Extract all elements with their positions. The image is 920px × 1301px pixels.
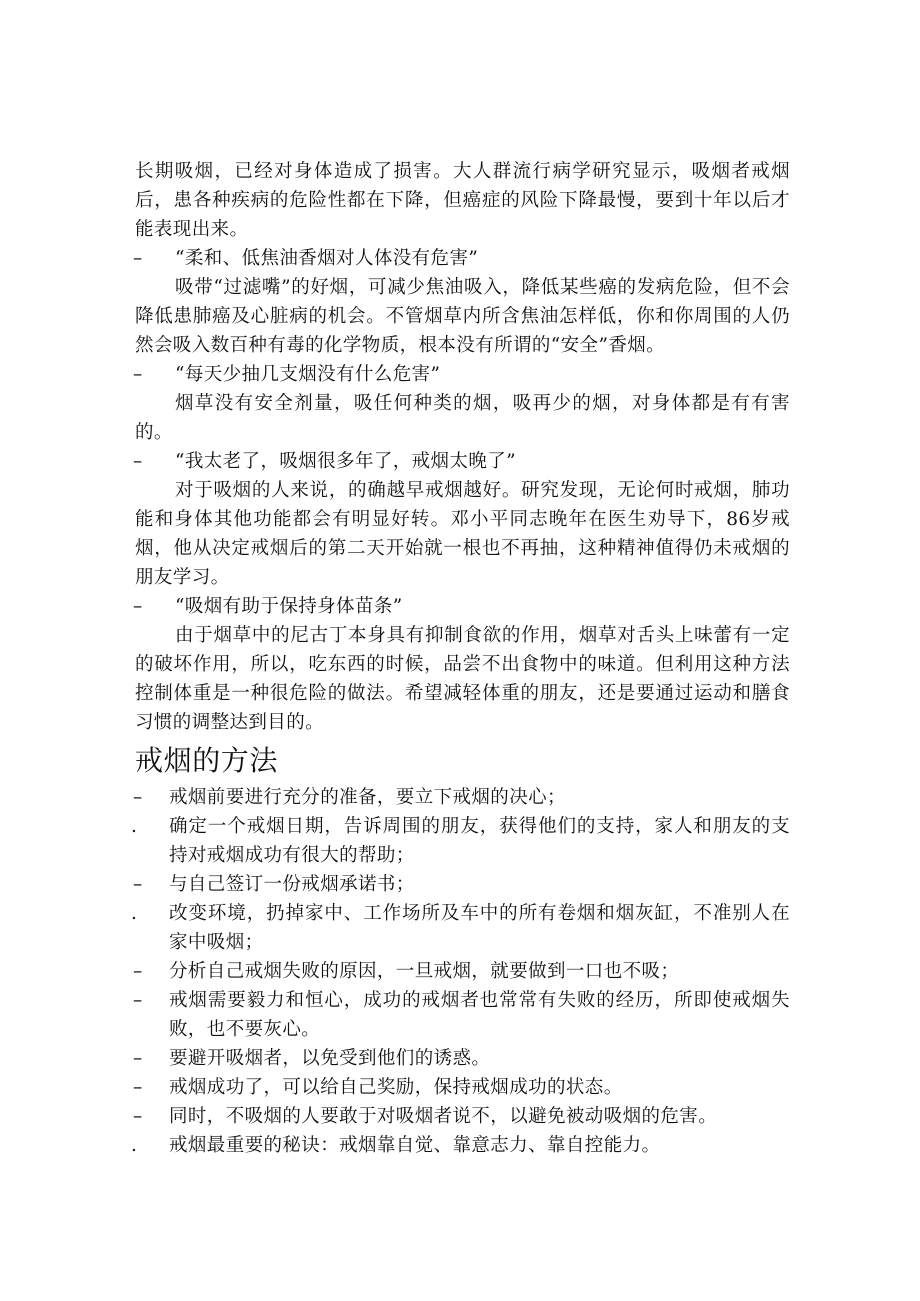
list-item-text: 戒烟需要毅力和恒心，成功的戒烟者也常常有失败的经历，所即使戒烟失败，也不要灰心。	[169, 990, 790, 1040]
myth-block-3	[135, 447, 790, 592]
document-content	[131, 157, 790, 1160]
list-item	[135, 783, 790, 812]
myth-heading-text: “每天少抽几支烟没有什么危害”	[175, 364, 441, 385]
list-item-text: 确定一个戒烟日期，告诉周围的朋友，获得他们的支持，家人和朋友的支持对戒烟成功有很大的帮助；	[169, 816, 790, 866]
intro-paragraph: 长期吸烟，已经对身体造成了损害。大人群流行病学研究显示，吸烟者戒烟后，患各种疾病的危险性都在下降，但癌症的风险下降最慢，要到十年以后才能表现出来。	[135, 161, 790, 240]
dash-marker: –	[133, 874, 143, 895]
dash-marker: –	[133, 787, 143, 808]
myth-heading	[135, 244, 790, 273]
dot-marker: .	[131, 903, 138, 924]
list-item-text: 与自己签订一份戒烟承诺书；	[169, 874, 415, 895]
myth-body: 烟草没有安全剂量，吸任何种类的烟，吸再少的烟，对身体都是有有害的。	[135, 393, 790, 443]
list-item	[135, 1102, 790, 1131]
myth-body: 对于吸烟的人来说，的确越早戒烟越好。研究发现，无论何时戒烟，肺功能和身体其他功能都会有明显好转。邓小平同志晚年在医生劝导下，86岁戒烟，他从决定戒烟后的第二天开始就一根也不再抽，这种精神值得仍未戒烟的朋友学习。	[135, 480, 790, 588]
myth-heading-text: “吸烟有助于保持身体苗条”	[175, 596, 403, 617]
list-item	[135, 986, 790, 1044]
list-item	[135, 1073, 790, 1102]
dash-marker: –	[133, 1077, 143, 1098]
section-title: 戒烟的方法	[135, 744, 279, 777]
dash-marker: –	[133, 451, 143, 472]
myth-heading-text: “我太老了，吸烟很多年了，戒烟太晚了”	[175, 451, 517, 472]
dash-marker: –	[133, 961, 143, 982]
dash-marker: –	[133, 596, 143, 617]
myth-heading	[135, 592, 790, 621]
list-item-text: 戒烟前要进行充分的准备，要立下戒烟的决心；	[169, 787, 566, 808]
list-item	[135, 957, 790, 986]
dash-marker: –	[133, 248, 143, 269]
myth-block-2	[135, 360, 790, 447]
list-item	[135, 1044, 790, 1073]
list-item	[131, 812, 790, 870]
myth-heading	[135, 360, 790, 389]
dot-marker: .	[131, 1135, 138, 1156]
myth-heading	[135, 447, 790, 476]
myth-body: 由于烟草中的尼古丁本身具有抑制食欲的作用，烟草对舌头上味蕾有一定的破坏作用，所以，吃东西的时候，品尝不出食物中的味道。但利用这种方法控制体重是一种很危险的做法。希望减轻体重的朋友，还是要通过运动和膳食习惯的调整达到目的。	[135, 625, 790, 733]
dot-marker: .	[131, 816, 138, 837]
list-item-text: 分析自己戒烟失败的原因，一旦戒烟，就要做到一口也不吸；	[169, 961, 680, 982]
list-item-text: 改变环境，扔掉家中、工作场所及车中的所有卷烟和烟灰缸，不准别人在家中吸烟；	[169, 903, 790, 953]
myth-body: 吸带“过滤嘴”的好烟，可减少焦油吸入，降低某些癌的发病危险，但不会降低患肺癌及心脏病的机会。不管烟草内所含焦油怎样低，你和你周围的人仍然会吸入数百种有毒的化学物质，根本没有所谓的“安全”香烟。	[135, 277, 790, 356]
methods-list	[131, 783, 790, 1160]
list-item-text: 戒烟成功了，可以给自己奖励，保持戒烟成功的状态。	[169, 1077, 623, 1098]
dash-marker: –	[133, 1106, 143, 1127]
myth-block-4	[135, 592, 790, 737]
list-item-text: 同时，不吸烟的人要敢于对吸烟者说不，以避免被动吸烟的危害。	[169, 1106, 718, 1127]
myth-block-1	[135, 244, 790, 360]
list-item-text: 戒烟最重要的秘诀：戒烟靠自觉、靠意志力、靠自控能力。	[169, 1135, 661, 1156]
myth-heading-text: “柔和、低焦油香烟对人体没有危害”	[175, 248, 479, 269]
list-item-text: 要避开吸烟者，以免受到他们的诱惑。	[169, 1048, 491, 1069]
dash-marker: –	[133, 1048, 143, 1069]
dash-marker: –	[133, 990, 143, 1011]
list-item	[131, 1131, 790, 1160]
list-item	[135, 870, 790, 899]
list-item	[131, 899, 790, 957]
dash-marker: –	[133, 364, 143, 385]
